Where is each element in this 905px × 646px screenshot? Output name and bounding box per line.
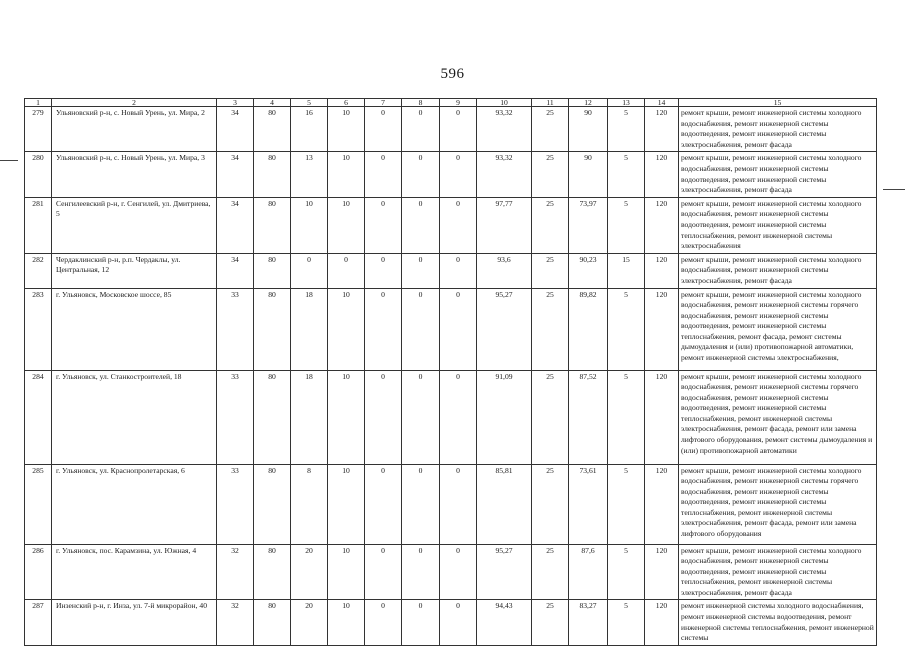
col-12-cell: 73,61 [569,464,608,544]
col-14-cell: 120 [645,197,679,253]
col-10-cell: 97,77 [477,197,532,253]
col-7-cell: 0 [365,152,402,197]
work-types-cell: ремонт крыши, ремонт инженерной системы холодного водоснабжения, ремонт инженерной системы электроснабжения, ремонт фасада [679,253,877,288]
row-number-cell: 283 [25,288,52,370]
table-row [25,288,877,370]
repair-program-table-wrap [24,98,876,646]
col-12-cell: 83,27 [569,600,608,645]
col-11-cell: 25 [532,197,569,253]
col-14-cell: 120 [645,152,679,197]
col-14-cell: 120 [645,253,679,288]
column-header-7: 7 [365,99,402,107]
table-row [25,464,877,544]
col-8-cell: 0 [402,197,440,253]
col-14-cell: 120 [645,544,679,600]
col-9-cell: 0 [440,253,477,288]
col-10-cell: 95,27 [477,544,532,600]
col-5-cell: 20 [291,544,328,600]
col-11-cell: 25 [532,370,569,464]
col-6-cell: 0 [328,253,365,288]
col-14-cell: 120 [645,600,679,645]
col-5-cell: 8 [291,464,328,544]
col-3-cell: 34 [217,152,254,197]
col-5-cell: 20 [291,600,328,645]
address-cell: Ульяновский р-н, с. Новый Урень, ул. Мира, 2 [52,107,217,152]
col-3-cell: 33 [217,288,254,370]
work-types-cell: ремонт крыши, ремонт инженерной системы холодного водоснабжения, ремонт инженерной системы горячего водоснабжения, ремонт инженерной системы водоотведения, ремонт инженерной системы теплоснабжения, ремонт инженерной системы электроснабжения, ремонт фасада, ремонт или замена лифтового оборудования, ремонт системы дымоудаления и (или) противопожарной автоматики [679,370,877,464]
col-7-cell: 0 [365,544,402,600]
col-7-cell: 0 [365,464,402,544]
col-10-cell: 93,32 [477,107,532,152]
table-row [25,152,877,197]
col-3-cell: 34 [217,253,254,288]
work-types-cell: ремонт крыши, ремонт инженерной системы холодного водоснабжения, ремонт инженерной системы горячего водоснабжения, ремонт инженерной системы водоотведения, ремонт инженерной системы теплоснабжения, ремонт инженерной системы электроснабжения, ремонт фасада, ремонт или замена лифтового оборудования [679,464,877,544]
col-4-cell: 80 [254,197,291,253]
col-9-cell: 0 [440,197,477,253]
repair-program-table [24,98,877,646]
col-9-cell: 0 [440,107,477,152]
row-number-cell: 287 [25,600,52,645]
col-12-cell: 73,97 [569,197,608,253]
col-10-cell: 94,43 [477,600,532,645]
table-body [25,107,877,646]
col-13-cell: 5 [608,107,645,152]
work-types-cell: ремонт крыши, ремонт инженерной системы холодного водоснабжения, ремонт инженерной системы водоотведения, ремонт инженерной системы электроснабжения, ремонт фасада [679,107,877,152]
column-header-13: 13 [608,99,645,107]
col-12-cell: 87,6 [569,544,608,600]
col-11-cell: 25 [532,464,569,544]
col-5-cell: 18 [291,370,328,464]
address-cell: Ульяновский р-н, с. Новый Урень, ул. Мира, 3 [52,152,217,197]
col-13-cell: 5 [608,544,645,600]
col-11-cell: 25 [532,253,569,288]
left-margin-mark [0,160,18,161]
col-14-cell: 120 [645,107,679,152]
col-8-cell: 0 [402,288,440,370]
row-number-cell: 281 [25,197,52,253]
address-cell: г. Ульяновск, Московское шоссе, 85 [52,288,217,370]
col-11-cell: 25 [532,288,569,370]
col-4-cell: 80 [254,152,291,197]
col-9-cell: 0 [440,544,477,600]
col-5-cell: 10 [291,197,328,253]
col-7-cell: 0 [365,197,402,253]
col-5-cell: 0 [291,253,328,288]
col-14-cell: 120 [645,464,679,544]
col-10-cell: 95,27 [477,288,532,370]
column-header-12: 12 [569,99,608,107]
col-10-cell: 93,6 [477,253,532,288]
col-6-cell: 10 [328,370,365,464]
row-number-cell: 279 [25,107,52,152]
work-types-cell: ремонт крыши, ремонт инженерной системы холодного водоснабжения, ремонт инженерной системы водоотведения, ремонт инженерной системы теплоснабжения, ремонт инженерной системы электроснабжения, ремонт фасада [679,544,877,600]
row-number-cell: 286 [25,544,52,600]
col-13-cell: 5 [608,152,645,197]
col-12-cell: 90,23 [569,253,608,288]
col-13-cell: 15 [608,253,645,288]
col-13-cell: 5 [608,288,645,370]
col-4-cell: 80 [254,288,291,370]
col-14-cell: 120 [645,288,679,370]
col-3-cell: 32 [217,600,254,645]
col-3-cell: 34 [217,107,254,152]
col-7-cell: 0 [365,107,402,152]
col-9-cell: 0 [440,600,477,645]
col-5-cell: 13 [291,152,328,197]
work-types-cell: ремонт крыши, ремонт инженерной системы холодного водоснабжения, ремонт инженерной системы горячего водоснабжения, ремонт инженерной системы водоотведения, ремонт инженерной системы теплоснабжения, ремонт фасада, ремонт системы дымоудаления и (или) противопожарной автоматики, ремонт инженерной системы электроснабжения, [679,288,877,370]
col-10-cell: 93,32 [477,152,532,197]
col-6-cell: 10 [328,600,365,645]
column-header-5: 5 [291,99,328,107]
col-9-cell: 0 [440,370,477,464]
col-7-cell: 0 [365,288,402,370]
work-types-cell: ремонт крыши, ремонт инженерной системы холодного водоснабжения, ремонт инженерной системы водоотведения, ремонт инженерной системы теплоснабжения, ремонт инженерной системы электроснабжения [679,197,877,253]
col-4-cell: 80 [254,370,291,464]
table-row [25,107,877,152]
col-12-cell: 87,52 [569,370,608,464]
col-4-cell: 80 [254,600,291,645]
column-header-10: 10 [477,99,532,107]
address-cell: г. Ульяновск, ул. Станкостроителей, 18 [52,370,217,464]
col-11-cell: 25 [532,107,569,152]
column-header-3: 3 [217,99,254,107]
col-8-cell: 0 [402,107,440,152]
address-cell: Чердаклинский р-н, р.п. Чердаклы, ул. Центральная, 12 [52,253,217,288]
col-4-cell: 80 [254,107,291,152]
address-cell: Сенгилеевский р-н, г. Сенгилей, ул. Дмитриева, 5 [52,197,217,253]
col-6-cell: 10 [328,464,365,544]
col-3-cell: 32 [217,544,254,600]
row-number-cell: 285 [25,464,52,544]
col-13-cell: 5 [608,464,645,544]
col-4-cell: 80 [254,253,291,288]
column-number-header-row [25,99,877,107]
col-8-cell: 0 [402,370,440,464]
col-12-cell: 89,82 [569,288,608,370]
col-11-cell: 25 [532,600,569,645]
col-6-cell: 10 [328,544,365,600]
col-4-cell: 80 [254,464,291,544]
col-13-cell: 5 [608,600,645,645]
row-number-cell: 280 [25,152,52,197]
col-3-cell: 33 [217,464,254,544]
column-header-1: 1 [25,99,52,107]
column-header-9: 9 [440,99,477,107]
col-5-cell: 16 [291,107,328,152]
column-header-6: 6 [328,99,365,107]
col-6-cell: 10 [328,288,365,370]
col-3-cell: 34 [217,197,254,253]
col-9-cell: 0 [440,288,477,370]
table-row [25,197,877,253]
address-cell: Инзенский р-н, г. Инза, ул. 7-й микрорайон, 40 [52,600,217,645]
col-6-cell: 10 [328,107,365,152]
column-header-2: 2 [52,99,217,107]
col-3-cell: 33 [217,370,254,464]
row-number-cell: 282 [25,253,52,288]
row-number-cell: 284 [25,370,52,464]
col-6-cell: 10 [328,197,365,253]
right-margin-mark [883,189,905,190]
col-12-cell: 90 [569,152,608,197]
address-cell: г. Ульяновск, пос. Карамзина, ул. Южная, 4 [52,544,217,600]
table-row [25,600,877,645]
column-header-14: 14 [645,99,679,107]
col-7-cell: 0 [365,370,402,464]
col-9-cell: 0 [440,464,477,544]
col-8-cell: 0 [402,152,440,197]
address-cell: г. Ульяновск, ул. Краснопролетарская, 6 [52,464,217,544]
col-8-cell: 0 [402,253,440,288]
work-types-cell: ремонт крыши, ремонт инженерной системы холодного водоснабжения, ремонт инженерной системы водоотведения, ремонт инженерной системы электроснабжения, ремонт фасада [679,152,877,197]
column-header-8: 8 [402,99,440,107]
col-8-cell: 0 [402,600,440,645]
table-row [25,253,877,288]
column-header-11: 11 [532,99,569,107]
col-12-cell: 90 [569,107,608,152]
work-types-cell: ремонт инженерной системы холодного водоснабжения, ремонт инженерной системы водоотведения, ремонт инженерной системы теплоснабжения, ремонт инженерной системы [679,600,877,645]
col-13-cell: 5 [608,197,645,253]
column-header-15: 15 [679,99,877,107]
col-7-cell: 0 [365,600,402,645]
col-11-cell: 25 [532,152,569,197]
col-6-cell: 10 [328,152,365,197]
table-row [25,370,877,464]
table-row [25,544,877,600]
col-8-cell: 0 [402,544,440,600]
column-header-4: 4 [254,99,291,107]
col-10-cell: 91,09 [477,370,532,464]
col-5-cell: 18 [291,288,328,370]
col-4-cell: 80 [254,544,291,600]
col-8-cell: 0 [402,464,440,544]
col-13-cell: 5 [608,370,645,464]
col-11-cell: 25 [532,544,569,600]
col-7-cell: 0 [365,253,402,288]
col-14-cell: 120 [645,370,679,464]
page-number: 596 [440,66,465,82]
col-9-cell: 0 [440,152,477,197]
col-10-cell: 85,81 [477,464,532,544]
